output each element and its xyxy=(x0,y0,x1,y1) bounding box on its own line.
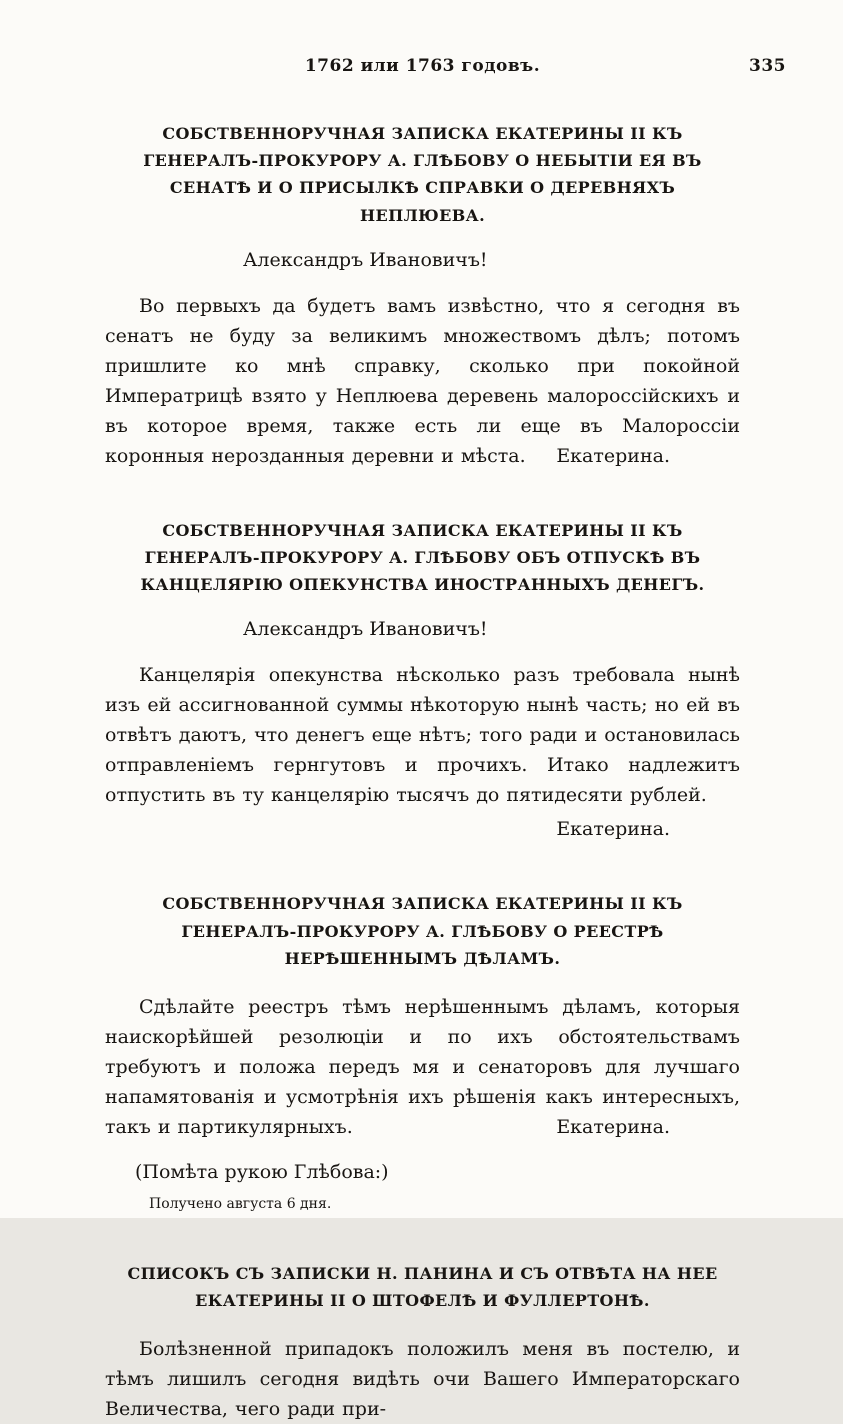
receipt-note: Получено августа 6 дня. xyxy=(149,1195,332,1212)
signature: Екатерина. xyxy=(556,1115,670,1138)
section-note-register xyxy=(105,890,740,1214)
section-heading: СПИСОКЪ СЪ ЗАПИСКИ Н. ПАНИНА И СЪ ОТВѢТА НА НЕЕ ЕКАТЕРИНЫ II О ШТОФЕЛѢ И ФУЛЛЕРТОНѢ. xyxy=(127,1263,718,1311)
salutation: Александръ Ивановичъ! xyxy=(243,618,488,641)
section-heading: СОБСТВЕННОРУЧНАЯ ЗАПИСКА ЕКАТЕРИНЫ II КЪ ГЕНЕРАЛЪ-ПРОКУРОРУ А. ГЛѢБОВУ ОБЪ ОТПУСКѢ ВЪ КАНЦЕЛЯРІЮ ОПЕКУНСТВА ИНОСТРАННЫХЪ ДЕНЕГЪ. xyxy=(140,520,705,595)
running-head-title: 1762 или 1763 годовъ. xyxy=(304,56,541,76)
section-note-chancery xyxy=(105,517,740,845)
body-paragraph: Во первыхъ да будетъ вамъ извѣстно, что я сегодня въ сенатъ не буду за великимъ множествомъ дѣлъ; потомъ пришлите ко мнѣ справку, сколько при покойной Императрицѣ взято у Неплюева деревень малороссійскихъ и въ которое время, также есть ли еще въ Малороссіи коронныя нерозданныя деревни и мѣста. xyxy=(105,294,740,467)
salutation: Александръ Ивановичъ! xyxy=(243,248,488,271)
body-paragraph: Сдѣлайте реестръ тѣмъ нерѣшеннымъ дѣламъ, которыя наискорѣйшей резолюціи и по ихъ обстоятельствамъ требуютъ и положа передъ мя и сенаторовъ для лучшаго напамятованія и усмотрѣнія ихъ рѣшенія какъ интересныхъ, такъ и партикулярныхъ. xyxy=(105,995,740,1138)
running-head xyxy=(105,56,786,76)
page-number: 335 xyxy=(749,56,786,76)
signature: Екатерина. xyxy=(556,444,670,467)
body-paragraph: Болѣзненной припадокъ положилъ меня въ постелю, и тѣмъ лишилъ сегодня видѣть очи Вашего Императорскаго Величества, чего ради при- xyxy=(105,1338,740,1421)
signature: Екатерина. xyxy=(556,818,670,841)
body-paragraph: Канцелярія опекунства нѣсколько разъ требовала нынѣ изъ ей ассигнованной суммы нѣкоторую нынѣ часть; но ей въ отвѣтъ даютъ, что денегъ еще нѣтъ; того ради и остановилась отправленіемъ гернгутовъ и прочихъ. Итако надлежитъ отпустить въ ту канцелярію тысячъ до пятидесяти рублей. xyxy=(105,664,740,807)
section-note-senate xyxy=(105,120,740,471)
section-panin-list xyxy=(105,1260,740,1424)
section-heading: СОБСТВЕННОРУЧНАЯ ЗАПИСКА ЕКАТЕРИНЫ II КЪ ГЕНЕРАЛЪ-ПРОКУРОРУ А. ГЛѢБОВУ О РЕЕСТРѢ НЕРѢШЕННЫМЪ ДѢЛАМЪ. xyxy=(162,894,683,968)
section-heading: СОБСТВЕННОРУЧНАЯ ЗАПИСКА ЕКАТЕРИНЫ II КЪ ГЕНЕРАЛЪ-ПРОКУРОРУ А. ГЛѢБОВУ О НЕБЫТІИ ЕЯ ВЪ СЕНАТѢ И О ПРИСЫЛКѢ СПРАВКИ О ДЕРЕВНЯХЪ НЕПЛЮЕВА. xyxy=(143,124,702,225)
gloss-note: (Помѣта рукою Глѣбова:) xyxy=(135,1160,389,1183)
